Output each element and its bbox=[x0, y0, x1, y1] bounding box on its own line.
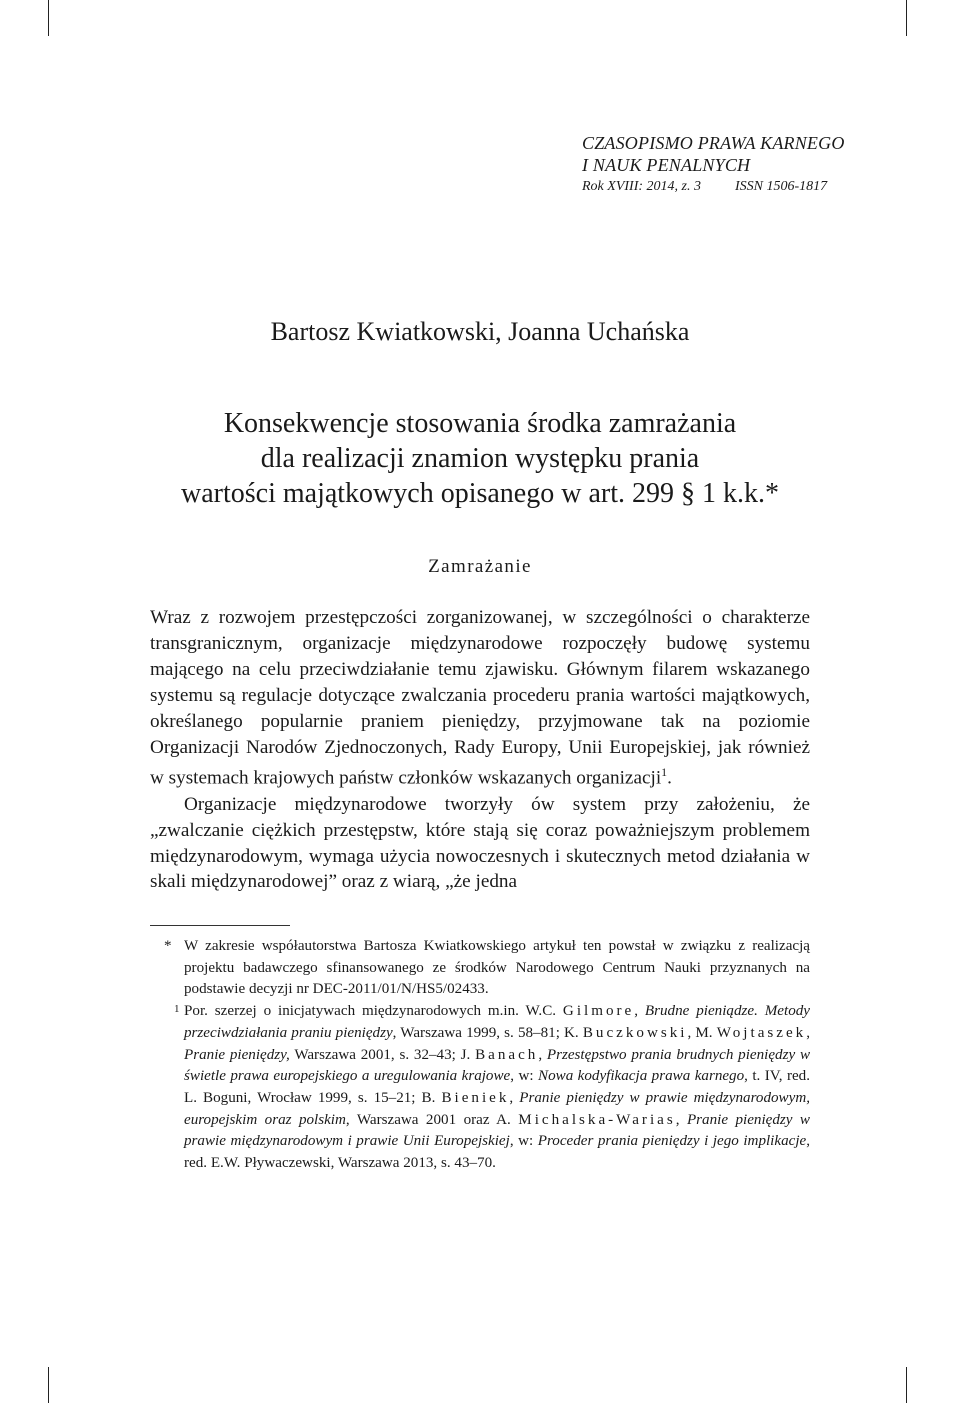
cited-author: Gilmore bbox=[562, 1003, 635, 1020]
cited-title: Pranie pieniędzy w prawie międzynarodowym i prawie Unii Europejskiej bbox=[184, 1111, 810, 1150]
article-title bbox=[0, 406, 960, 511]
journal-header bbox=[582, 132, 882, 198]
cited-author: Banach bbox=[475, 1046, 539, 1063]
footnote-text bbox=[184, 1003, 810, 1171]
footnote-segment: , bbox=[634, 1003, 645, 1020]
article-body bbox=[150, 605, 810, 895]
journal-issue: Rok XVIII: 2014, z. 3 bbox=[582, 179, 701, 194]
footnote-text: W zakresie współautorstwa Bartosza Kwiatkowskiego artykuł ten powstał w związku z realizacją projektu badawczego sfinansowanego ze środków Narodowego Centrum Nauki przyznanych na podstawie decyzji nr DEC-2011/01/N/HS5/02433. bbox=[184, 938, 810, 998]
paragraph: Organizacje międzynarodowe tworzyły ów system przy założeniu, że „zwalczanie ciężkich przestępstw, które stają się coraz poważniejszym problemem międzynarodowym, wymaga użycia nowoczesnych i skutecznych metod działania w skali międzynarodowej” oraz z wiarą, „że jedna bbox=[150, 793, 810, 893]
footnote-segment: Por. szerzej o inicjatywach międzynarodowych m.in. W.C. bbox=[184, 1003, 563, 1020]
cited-title: Brudne pieniądze. Metody przeciwdziałania praniu pieniędzy bbox=[184, 1003, 810, 1041]
footnote-segment: Warszawa 2001, s. 32–43; J. bbox=[289, 1046, 476, 1063]
footnote-mark: * bbox=[164, 938, 172, 954]
cited-title: Proceder prania pieniędzy i jego implikacje bbox=[537, 1133, 807, 1150]
title-line: dla realizacji znamion występku prania bbox=[260, 443, 700, 474]
cited-author: Bieniek bbox=[441, 1089, 510, 1106]
crop-mark bbox=[906, 1367, 907, 1403]
footnote-segment: , w: bbox=[509, 1133, 538, 1150]
journal-issue-info bbox=[582, 176, 882, 198]
crop-mark bbox=[48, 0, 49, 36]
footnote-segment: , red. E.W. Pływaczewski, Warszawa 2013, s. 43–70. bbox=[184, 1133, 810, 1172]
title-line: wartości majątkowych opisanego w art. 299 § 1 k.k.* bbox=[181, 478, 779, 509]
cited-author: Wojtaszek bbox=[716, 1024, 807, 1041]
footnote-segment: , M. bbox=[687, 1024, 717, 1041]
cited-title: Przestępstwo prania brudnych pieniędzy w świetle prawa europejskiego a uregulowania krajowe bbox=[184, 1046, 811, 1085]
paragraph-text: Wraz z rozwojem przestępczości zorganizowanej, w szczególności o charakterze transgranicznym, organizacje międzynarodowe rozpoczęły budowę systemu mającego na celu przeciwdziałanie temu zjawisku. Głównym filarem wskazanego systemu są regulacje dotyczące zwalczania procederu prania wartości majątkowych, określanego popularnie praniem pieniędzy, przyjmowane tak na poziomie Organizacji Narodów Zjednoczonych, Rady Europy, Unii Europejskiej, jak również w systemach krajowych państw członków wskazanych organizacji bbox=[150, 607, 810, 789]
cited-title: Pranie pieniędzy, bbox=[184, 1046, 290, 1063]
paragraph-end: . bbox=[667, 767, 672, 789]
footnote-segment: , bbox=[675, 1111, 687, 1128]
footnote-mark: 1 bbox=[174, 1003, 180, 1016]
footnote-segment: , bbox=[538, 1046, 547, 1063]
footnote-segment: , bbox=[509, 1089, 520, 1106]
journal-name-line2: I NAUK PENALNYCH bbox=[582, 155, 751, 175]
journal-issn: ISSN 1506-1817 bbox=[734, 179, 828, 194]
cited-title: Nowa kodyfikacja prawa karnego bbox=[538, 1068, 745, 1085]
section-heading: Zamrażanie bbox=[428, 556, 532, 577]
cited-author: Michalska-Warias bbox=[518, 1111, 676, 1128]
footnote-1 bbox=[150, 1001, 810, 1175]
footnote-ref: 1 bbox=[661, 765, 668, 780]
footnote-segment: , t. IV, red. L. Boguni, Wrocław 1999, s. 15–21; B. bbox=[184, 1068, 810, 1106]
crop-mark bbox=[48, 1367, 49, 1403]
cited-author: Buczkowski bbox=[582, 1024, 688, 1041]
footnote-segment: , w: bbox=[510, 1068, 539, 1085]
paragraph bbox=[150, 605, 810, 792]
footnote-star bbox=[150, 936, 810, 1001]
crop-mark bbox=[906, 0, 907, 36]
footnote-segment: , Warszawa 1999, s. 58–81; K. bbox=[392, 1024, 583, 1041]
footnotes bbox=[150, 936, 810, 1175]
footnote-segment: , bbox=[806, 1024, 810, 1041]
article-authors: Bartosz Kwiatkowski, Joanna Uchańska bbox=[270, 317, 690, 346]
cited-title: Pranie pieniędzy w prawie międzynarodowym, europejskim oraz polskim bbox=[184, 1089, 810, 1128]
footnote-separator bbox=[150, 925, 290, 926]
title-line: Konsekwencje stosowania środka zamrażania bbox=[223, 408, 737, 439]
journal-name-line1: CZASOPISMO PRAWA KARNEGO bbox=[582, 133, 845, 153]
footnote-segment: , Warszawa 2001 oraz A. bbox=[345, 1111, 519, 1128]
